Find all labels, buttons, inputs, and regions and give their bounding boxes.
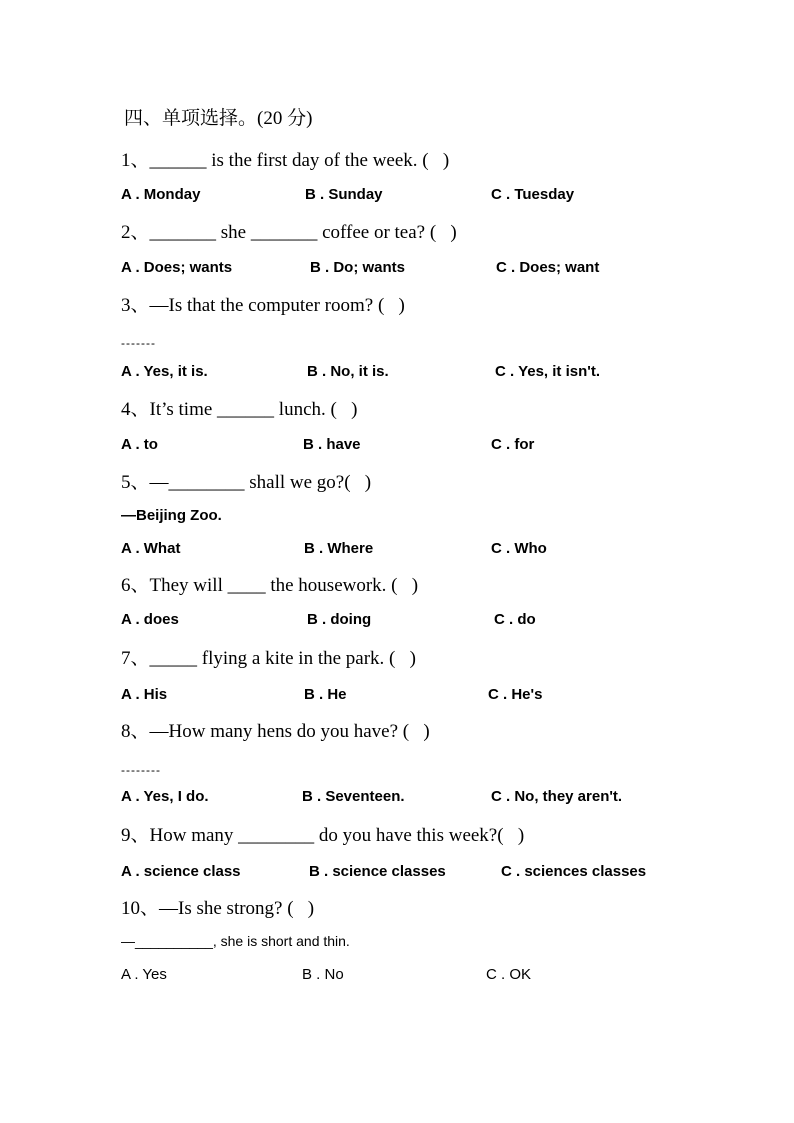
question-10-option-a: A . Yes (121, 966, 167, 983)
question-8-answer-line: -------- (121, 763, 161, 777)
question-9-option-a: A . science class (121, 863, 241, 880)
question-7-option-a: A . His (121, 686, 168, 703)
question-8-stem: 8、—How many hens do you have? ( ) (121, 721, 430, 742)
question-6-option-c: C . do (494, 611, 536, 628)
question-5-answer: —Beijing Zoo. (121, 507, 222, 524)
question-7-option-b: B . He (304, 686, 347, 703)
question-10-answer: —__________, she is short and thin. (121, 933, 350, 949)
question-1-option-c: C . Tuesday (491, 186, 575, 203)
question-3-answer-line: ------- (121, 336, 156, 350)
question-7-stem: 7、_____ flying a kite in the park. ( ) (121, 648, 416, 669)
question-3-stem: 3、—Is that the computer room? ( ) (121, 295, 405, 316)
question-2-option-c: C . Does; want (496, 259, 600, 276)
question-10-option-c: C . OK (486, 966, 532, 983)
question-9-option-b: B . science classes (309, 863, 446, 880)
question-9-stem: 9、How many ________ do you have this week?( ) (121, 825, 525, 846)
question-3-option-b: B . No, it is. (307, 363, 389, 380)
question-10-stem: 10、—Is she strong? ( ) (121, 898, 315, 919)
question-9-option-c: C . sciences classes (501, 863, 647, 880)
question-1-option-b: B . Sunday (305, 186, 383, 203)
question-2-stem: 2、_______ she _______ coffee or tea? ( ) (121, 222, 457, 243)
section-title: 四、单项选择。(20 分) (124, 108, 313, 129)
question-3-option-a: A . Yes, it is. (121, 363, 208, 380)
question-8-option-a: A . Yes, I do. (121, 788, 209, 805)
question-4-option-b: B . have (303, 436, 361, 453)
question-7-option-c: C . He's (488, 686, 543, 703)
question-1-option-a: A . Monday (121, 186, 201, 203)
question-5-option-c: C . Who (491, 540, 547, 557)
question-4-option-c: C . for (491, 436, 535, 453)
question-2-option-b: B . Do; wants (310, 259, 406, 276)
question-8-option-c: C . No, they aren't. (491, 788, 623, 805)
question-6-option-b: B . doing (307, 611, 372, 628)
question-2-option-a: A . Does; wants (121, 259, 233, 276)
question-6-option-a: A . does (121, 611, 179, 628)
question-1-stem: 1、______ is the first day of the week. ( ) (121, 150, 450, 171)
question-5-option-a: A . What (121, 540, 181, 557)
question-8-option-b: B . Seventeen. (302, 788, 405, 805)
question-3-option-c: C . Yes, it isn't. (495, 363, 600, 380)
question-5-option-b: B . Where (304, 540, 374, 557)
question-4-stem: 4、It’s time ______ lunch. ( ) (121, 399, 358, 420)
question-6-stem: 6、They will ____ the housework. ( ) (121, 575, 419, 596)
question-5-stem: 5、—________ shall we go?( ) (121, 472, 372, 493)
question-10-option-b: B . No (302, 966, 344, 983)
question-4-option-a: A . to (121, 436, 158, 453)
